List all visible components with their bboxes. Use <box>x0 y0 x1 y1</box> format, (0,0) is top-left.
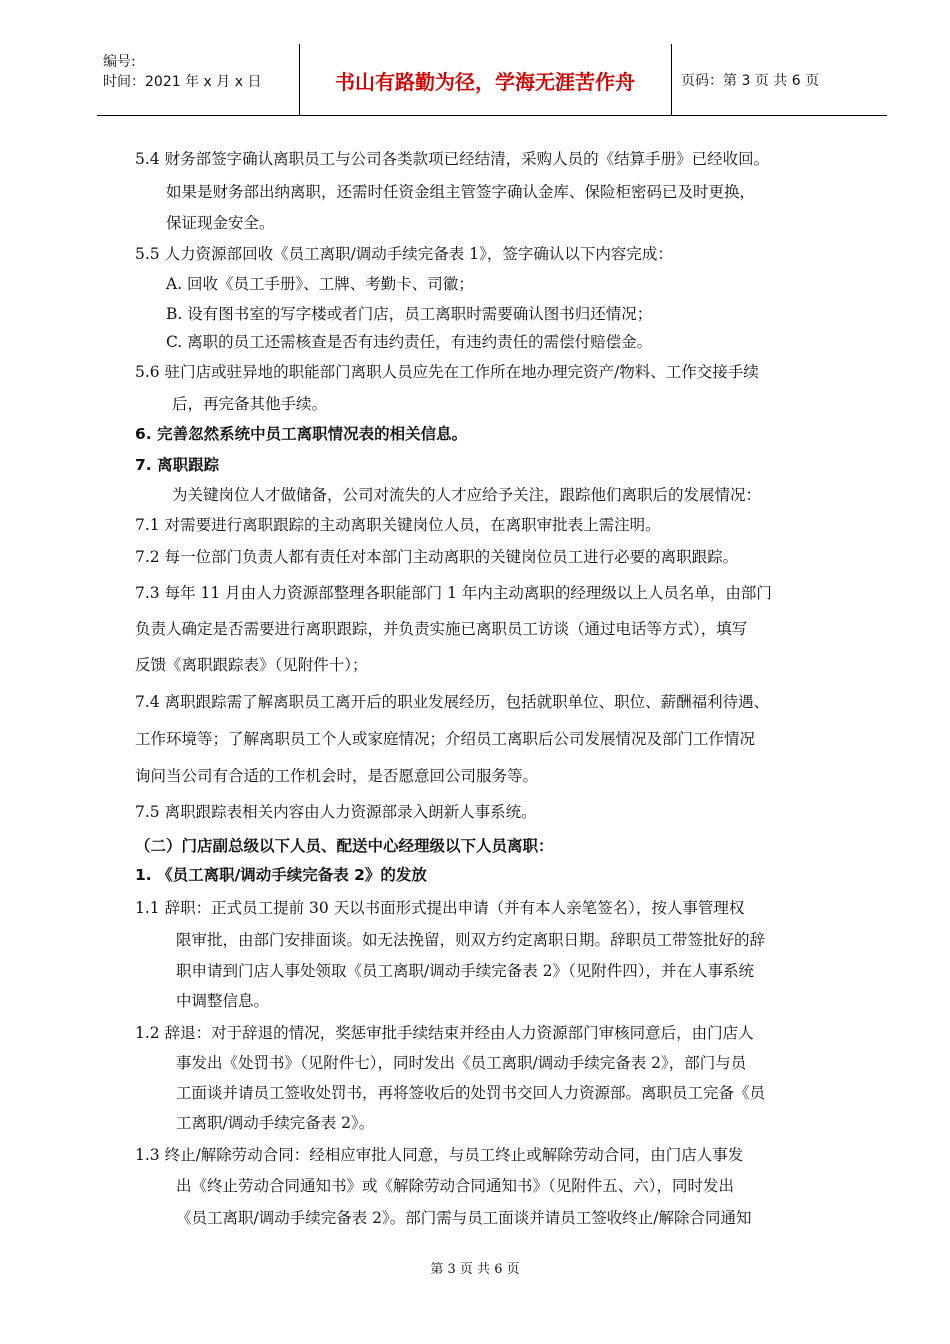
list-item: A. 回收《员工手册》、工牌、考勤卡、司徽； <box>166 275 474 293</box>
body-line: 1.3 终止/解除劳动合同：经相应审批人同意，与员工终止或解除劳动合同，由门店人事发 <box>135 1146 744 1164</box>
body-line: 5.5 人力资源部回收《员工离职/调动手续完备表 1》，签字确认以下内容完成： <box>135 245 673 263</box>
body-line: 工离职/调动手续完备表 2》。 <box>176 1114 375 1132</box>
body-line: 工面谈并请员工签收处罚书，再将签收后的处罚书交回人力资源部。离职员工完备《员 <box>176 1084 766 1102</box>
page-footer: 第 3 页 共 6 页 <box>430 1262 520 1277</box>
document-date: 时间：2021 年 x 月 x 日 <box>103 74 262 90</box>
body-line: 7.1 对需要进行离职跟踪的主动离职关键岗位人员，在离职审批表上需注明。 <box>135 516 661 534</box>
header-meta <box>103 52 261 92</box>
body-line: 询问当公司有合适的工作机会时，是否愿意回公司服务等。 <box>135 767 539 785</box>
page-header <box>97 44 887 116</box>
body-line: 保证现金安全。 <box>166 214 275 232</box>
document-number-label: 编号: <box>103 54 136 70</box>
body-line: 7.3 每年 11 月由人力资源部整理各职能部门 1 年内主动离职的经理级以上人员名单，由部门 <box>135 584 772 602</box>
list-item: B. 设有图书室的写字楼或者门店，员工离职时需要确认图书归还情况； <box>166 305 653 323</box>
body-line: 7.5 离职跟踪表相关内容由人力资源部录入朗新人事系统。 <box>135 803 537 821</box>
body-line: 5.4 财务部签字确认离职员工与公司各类款项已经结清，采购人员的《结算手册》已经收回。 <box>135 150 770 168</box>
body-line: 1.2 辞退：对于辞退的情况，奖惩审批手续结束并经由人力资源部门审核同意后，由门店人 <box>135 1024 754 1042</box>
section-heading: 7. 离职跟踪 <box>135 456 220 474</box>
body-line: 限审批，由部门安排面谈。如无法挽留，则双方约定离职日期。辞职员工带签批好的辞 <box>176 931 766 949</box>
body-line: 为关键岗位人才做储备，公司对流失的人才应给予关注，跟踪他们离职后的发展情况： <box>172 486 762 504</box>
body-line: 7.2 每一位部门负责人都有责任对本部门主动离职的关键岗位员工进行必要的离职跟踪。 <box>135 548 739 566</box>
body-line: 事发出《处罚书》（见附件七），同时发出《员工离职/调动手续完备表 2》，部门与员 <box>176 1054 747 1072</box>
header-divider <box>671 44 672 115</box>
section-heading: （二）门店副总级以下人员、配送中心经理级以下人员离职： <box>135 837 554 855</box>
section-heading: 1. 《员工离职/调动手续完备表 2》的发放 <box>135 866 427 884</box>
body-line: 后，再完备其他手续。 <box>172 395 328 413</box>
body-line: 工作环境等；了解离职员工个人或家庭情况；介绍员工离职后公司发展情况及部门工作情况 <box>135 730 756 748</box>
body-line: 5.6 驻门店或驻异地的职能部门离职人员应先在工作所在地办理完资产/物料、工作交接手续 <box>135 363 759 381</box>
header-motto: 书山有路勤为径，学海无涯苦作舟 <box>335 70 635 94</box>
list-item: C. 离职的员工还需核查是否有违约责任，有违约责任的需偿付赔偿金。 <box>166 333 653 351</box>
body-line: 《员工离职/调动手续完备表 2》。部门需与员工面谈并请员工签收终止/解除合同通知 <box>176 1209 752 1227</box>
body-line: 1.1 辞职：正式员工提前 30 天以书面形式提出申请（并有本人亲笔签名），按人事管理权 <box>135 899 745 917</box>
body-line: 负责人确定是否需要进行离职跟踪，并负责实施已离职员工访谈（通过电话等方式），填写 <box>135 620 748 638</box>
section-heading: 6. 完善忽然系统中员工离职情况表的相关信息。 <box>135 425 468 443</box>
body-line: 中调整信息。 <box>176 992 270 1010</box>
body-line: 如果是财务部出纳离职，还需时任资金组主管签字确认金库、保险柜密码已及时更换， <box>166 183 756 201</box>
body-line: 7.4 离职跟踪需了解离职员工离开后的职业发展经历，包括就职单位、职位、薪酬福利待遇、 <box>135 693 770 711</box>
body-line: 职申请到门店人事处领取《员工离职/调动手续完备表 2》（见附件四），并在人事系统 <box>176 962 755 980</box>
header-page-info: 页码：第 3 页 共 6 页 <box>681 73 820 89</box>
body-line: 出《终止劳动合同通知书》或《解除劳动合同通知书》（见附件五、六），同时发出 <box>176 1177 735 1195</box>
body-line: 反馈《离职跟踪表》（见附件十）； <box>135 656 368 674</box>
